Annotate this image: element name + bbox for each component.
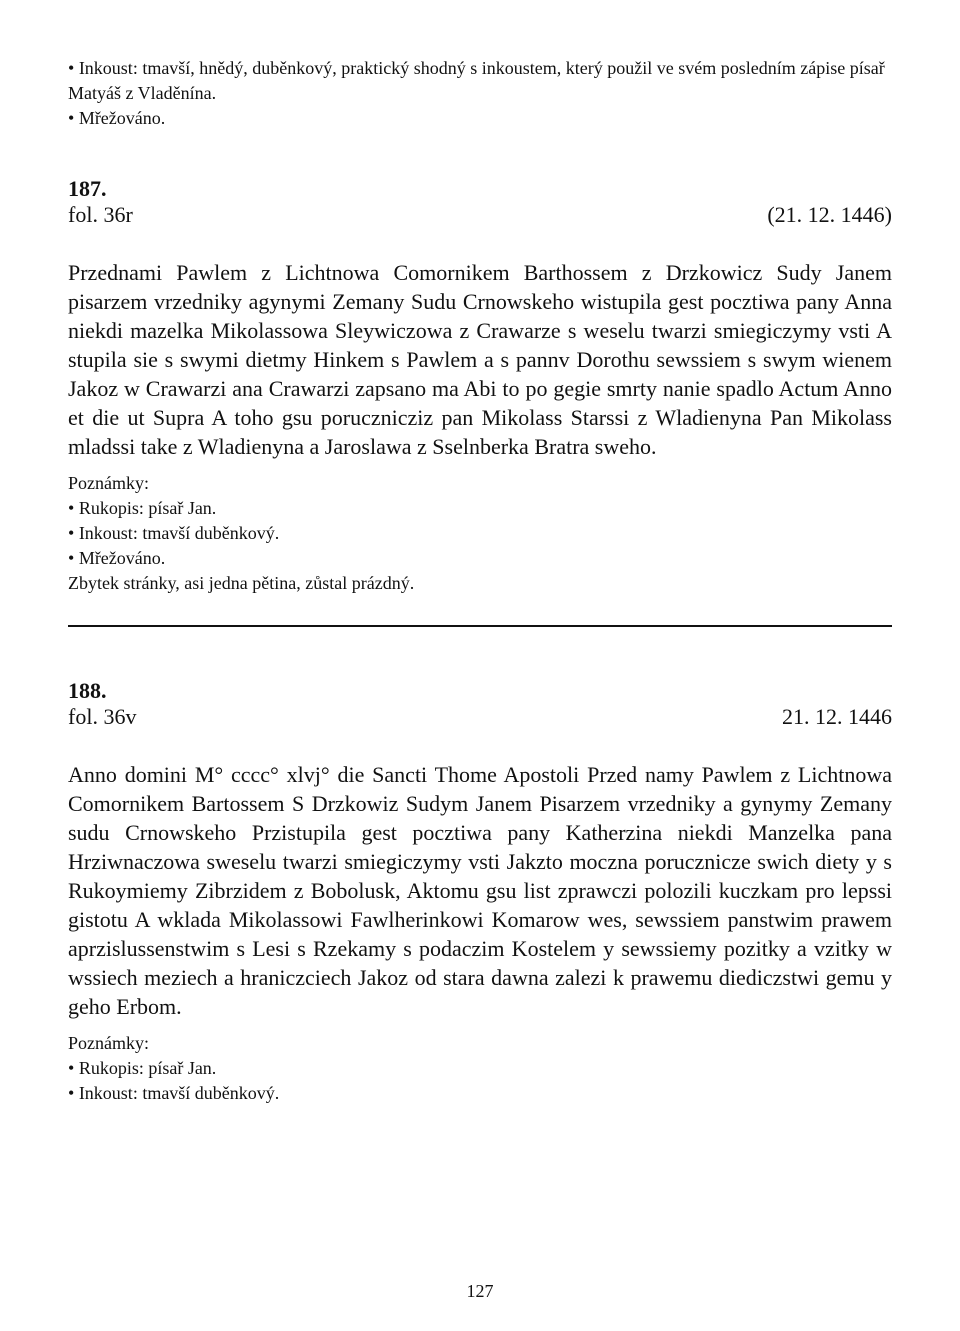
entry-188 <box>68 678 892 1106</box>
page-number: 127 <box>466 1281 494 1301</box>
notes-heading: Poznámky: <box>68 473 149 493</box>
note-item: • Rukopis: písař Jan. <box>68 496 892 521</box>
note-item: • Inkoust: tmavší, hnědý, duběnkový, praktický shodný s inkoustem, který použil ve svém posledním zápise písař Matyáš z Vladěnína. <box>68 56 892 106</box>
notes-block <box>68 471 892 596</box>
folio-label: fol. 36r <box>68 202 133 227</box>
entry-date: 21. 12. 1446 <box>782 704 892 729</box>
note-item: • Mřežováno. <box>68 106 892 131</box>
entry-number: 187. <box>68 176 107 201</box>
notes-heading: Poznámky: <box>68 1033 149 1053</box>
previous-entry-notes <box>68 56 892 131</box>
entry-187 <box>68 176 892 596</box>
entry-text: Anno domini M° cccc° xlvj° die Sancti Thome Apostoli Przed namy Pawlem z Lichtnowa Comornikem Bartossem S Drzkowiz Sudym Janem Pisarzem vrzedniky a gynymy Zemany sudu Crnowskeho Przistupila gest pocztiwa pany Katherzina niekdi Manzelka pana Hrziwnaczowa sweselu twarzi smiegiczymy vsti Jakzto moczna porucznicze swich diety y s Rukoymiemy Zibrzidem z Bobolusk, Aktomu gsu list zprawczi polozili kuczkam pro lepssi gistotu A wklada Mikolassowi Fawlherinkowi Komarow wes, sewssiem panstwim prawem aprzislussenstwim s Lesi s Rzekamy s podaczim Kostelem y sewssiemy pozitky a vzitky w wssiech meziech a hraniczciech Jakoz od stara dawna zalezi k prawemu diediczstwi gemu y geho Erbom. <box>68 762 892 1019</box>
closing-note: Zbytek stránky, asi jedna pětina, zůstal prázdný. <box>68 573 415 593</box>
notes-block <box>68 1031 892 1106</box>
folio-row <box>68 202 892 228</box>
section-divider <box>68 625 892 627</box>
entry-date: (21. 12. 1446) <box>767 202 892 227</box>
folio-row <box>68 704 892 730</box>
entry-text: Przednami Pawlem z Lichtnowa Comornikem Barthossem z Drzkowicz Sudy Janem pisarzem vrzedniky agynymi Zemany Sudu Crnowskeho wistupila gest pocztiwa pany Anna niekdi mazelka Mikolassowa Sleywiczowa z Crawarze s weselu twarzi smiegiczymy vsti A stupila sie s swymi dietmy Hinkem s Pawlem a s pannv Dorothu sewssiem s swym wienem Jakoz w Crawarzi ana Crawarzi zapsano ma Abi to po gegie smrty nanie spadlo Actum Anno et die ut Supra A toho gsu porucznicziz pan Mikolass Starssi z Wladienyna Pan Mikolass mladssi take z Wladienyna a Jaroslawa z Sselnberka Bratra sweho. <box>68 260 892 459</box>
entry-number: 188. <box>68 678 107 703</box>
note-item: • Inkoust: tmavší duběnkový. <box>68 521 892 546</box>
folio-label: fol. 36v <box>68 704 137 729</box>
note-item: • Rukopis: písař Jan. <box>68 1056 892 1081</box>
note-item: • Mřežováno. <box>68 546 892 571</box>
note-item: • Inkoust: tmavší duběnkový. <box>68 1081 892 1106</box>
document-page <box>68 0 892 1331</box>
